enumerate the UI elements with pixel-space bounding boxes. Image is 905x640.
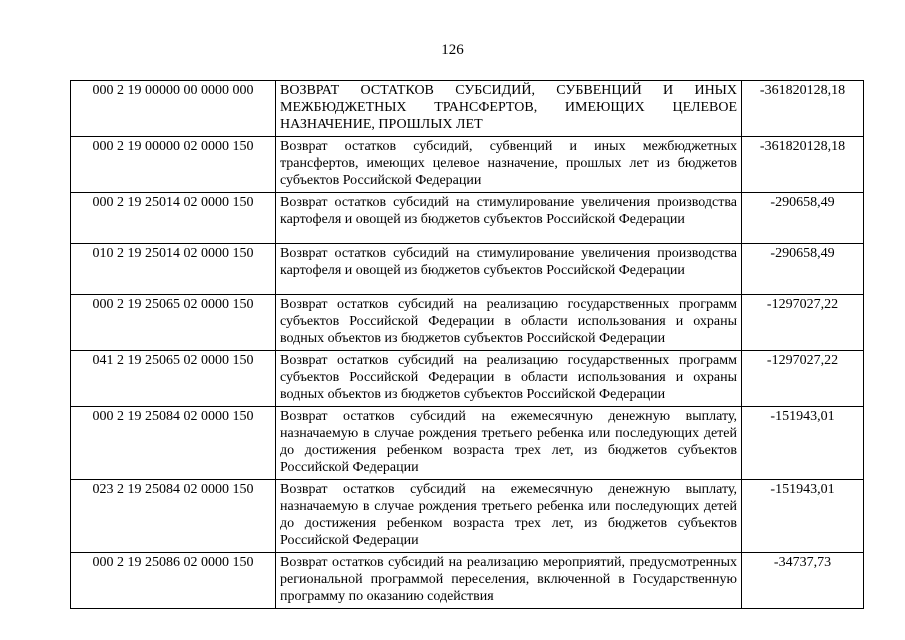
description-cell: Возврат остатков субсидий на реализацию мероприятий, предусмотренных региональной программой переселения, включенной в Государственную программу по оказанию содействия	[276, 553, 742, 609]
amount-cell: -290658,49	[742, 193, 864, 244]
table-row	[71, 295, 864, 351]
code-cell: 000 2 19 25014 02 0000 150	[71, 193, 276, 244]
description-cell: Возврат остатков субсидий на стимулирование увеличения производства картофеля и овощей из бюджетов субъектов Российской Федерации	[276, 193, 742, 244]
page-number: 126	[441, 42, 464, 58]
table-row	[71, 351, 864, 407]
description-cell: Возврат остатков субсидий на ежемесячную денежную выплату, назначаемую в случае рождения третьего ребенка или последующих детей до достижения ребенком возраста трех лет, из бюджетов субъектов Российской Федерации	[276, 407, 742, 480]
code-cell: 000 2 19 00000 00 0000 000	[71, 81, 276, 137]
amount-cell: -290658,49	[742, 244, 864, 295]
amount-cell: -1297027,22	[742, 295, 864, 351]
amount-cell: -151943,01	[742, 480, 864, 553]
table-row	[71, 553, 864, 609]
code-cell: 000 2 19 25065 02 0000 150	[71, 295, 276, 351]
description-cell: Возврат остатков субсидий на стимулирование увеличения производства картофеля и овощей из бюджетов субъектов Российской Федерации	[276, 244, 742, 295]
description-cell: Возврат остатков субсидий, субвенций и иных межбюджетных трансфертов, имеющих целевое назначение, прошлых лет из бюджетов субъектов Российской Федерации	[276, 137, 742, 193]
table-row	[71, 407, 864, 480]
table-row	[71, 81, 864, 137]
amount-cell: -34737,73	[742, 553, 864, 609]
budget-table	[70, 80, 864, 609]
amount-cell: -361820128,18	[742, 81, 864, 137]
code-cell: 000 2 19 25084 02 0000 150	[71, 407, 276, 480]
description-cell: Возврат остатков субсидий на ежемесячную денежную выплату, назначаемую в случае рождения третьего ребенка или последующих детей до достижения ребенком возраста трех лет, из бюджетов субъектов Российской Федерации	[276, 480, 742, 553]
amount-cell: -1297027,22	[742, 351, 864, 407]
amount-cell: -361820128,18	[742, 137, 864, 193]
code-cell: 000 2 19 00000 02 0000 150	[71, 137, 276, 193]
table-row	[71, 480, 864, 553]
description-cell: ВОЗВРАТ ОСТАТКОВ СУБСИДИЙ, СУБВЕНЦИЙ И ИНЫХ МЕЖБЮДЖЕТНЫХ ТРАНСФЕРТОВ, ИМЕЮЩИХ ЦЕЛЕВОЕ НАЗНАЧЕНИЕ, ПРОШЛЫХ ЛЕТ	[276, 81, 742, 137]
code-cell: 023 2 19 25084 02 0000 150	[71, 480, 276, 553]
table-row	[71, 244, 864, 295]
code-cell: 041 2 19 25065 02 0000 150	[71, 351, 276, 407]
code-cell: 000 2 19 25086 02 0000 150	[71, 553, 276, 609]
table-row	[71, 137, 864, 193]
description-cell: Возврат остатков субсидий на реализацию государственных программ субъектов Российской Федерации в области использования и охраны водных объектов из бюджетов субъектов Российской Федерации	[276, 351, 742, 407]
code-cell: 010 2 19 25014 02 0000 150	[71, 244, 276, 295]
table-row	[71, 193, 864, 244]
description-cell: Возврат остатков субсидий на реализацию государственных программ субъектов Российской Федерации в области использования и охраны водных объектов из бюджетов субъектов Российской Федерации	[276, 295, 742, 351]
amount-cell: -151943,01	[742, 407, 864, 480]
